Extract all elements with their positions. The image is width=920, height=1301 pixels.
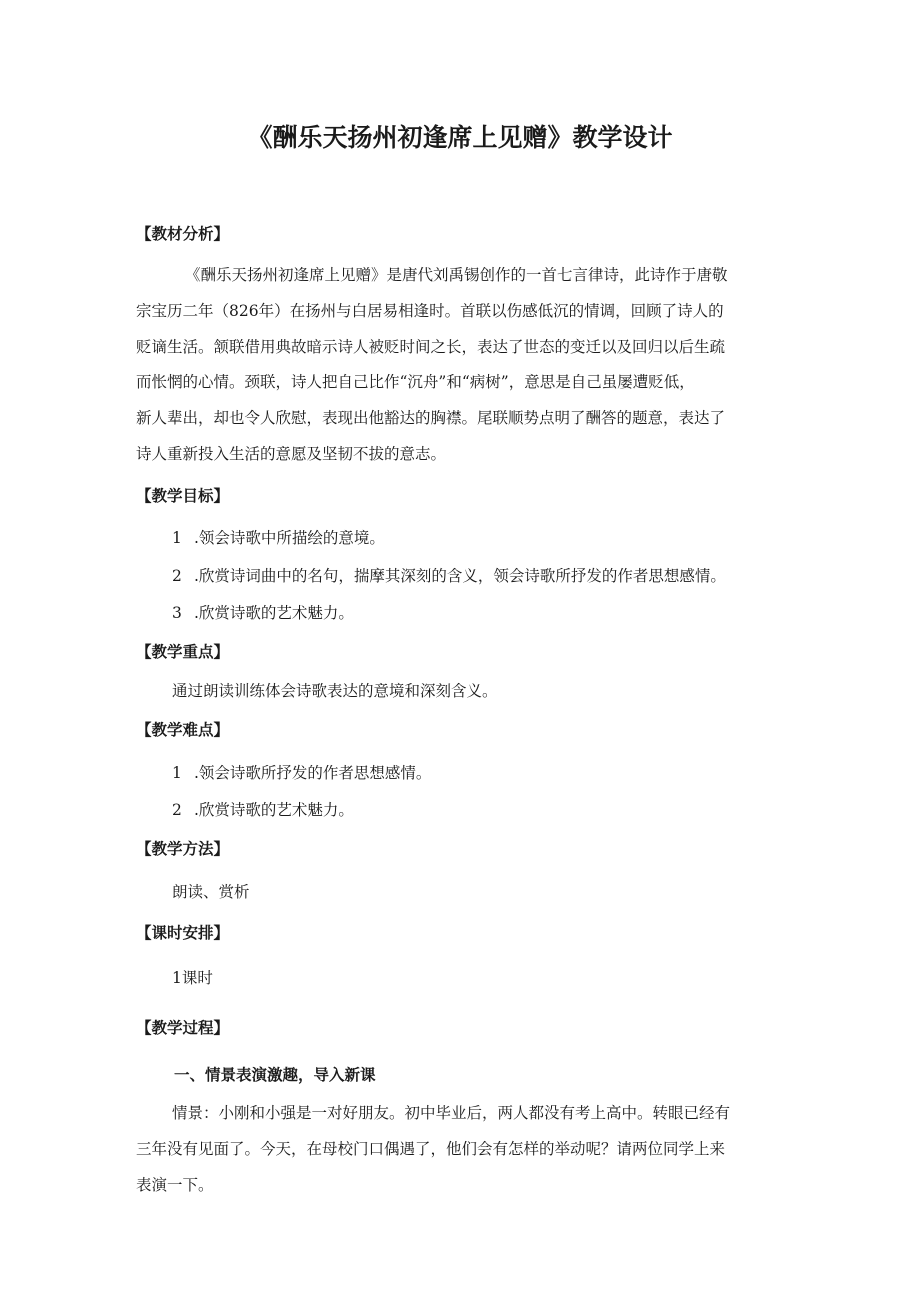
analysis-line: 而怅惘的心情。颈联，诗人把自己比作“沉舟”和“病树”，意思是自己虽屡遭贬低，: [136, 373, 695, 391]
difficulty-number: 1: [172, 764, 182, 782]
section-heading-analysis: 【教材分析】: [136, 225, 230, 243]
goal-item: [172, 601, 354, 623]
analysis-line: 宗宝历二年（826年）在扬州与白居易相逢时。首联以伤感低沉的情调，回顾了诗人的: [136, 302, 724, 320]
schedule-text: 1课时: [172, 969, 213, 987]
analysis-line: 《酬乐天扬州初逢席上见赠》是唐代刘禹锡创作的一首七言律诗，此诗作于唐敬: [185, 266, 728, 284]
difficulty-number: 2: [172, 801, 182, 819]
section-heading-schedule: 【课时安排】: [136, 924, 230, 942]
section-heading-difficulties: 【教学难点】: [136, 721, 230, 739]
goal-text: .领会诗歌中所描绘的意境。: [194, 529, 385, 547]
process-line: 三年没有见面了。今天，在母校门口偶遇了，他们会有怎样的举动呢？请两位同学上来: [136, 1140, 726, 1158]
difficulty-item: [172, 761, 431, 783]
goal-item: [172, 564, 726, 586]
goal-number: 3: [172, 604, 182, 622]
difficulty-item: [172, 798, 354, 820]
section-heading-goals: 【教学目标】: [136, 487, 230, 505]
section-heading-key-points: 【教学重点】: [136, 643, 230, 661]
section-heading-process: 【教学过程】: [136, 1019, 230, 1037]
difficulty-text: .领会诗歌所抒发的作者思想感情。: [194, 764, 432, 782]
goal-item: [172, 526, 385, 548]
goal-number: 2: [172, 567, 182, 585]
goal-text: .欣赏诗歌的艺术魅力。: [194, 604, 354, 622]
analysis-line: 诗人重新投入生活的意愿及坚韧不拔的意志。: [136, 445, 447, 463]
goal-text: .欣赏诗词曲中的名句，揣摩其深刻的含义，领会诗歌所抒发的作者思想感情。: [194, 567, 726, 585]
methods-text: 朗读、赏析: [172, 883, 250, 901]
analysis-line: 新人辈出，却也令人欣慰，表现出他豁达的胸襟。尾联顺势点明了酬答的题意，表达了: [136, 409, 726, 427]
key-points-text: 通过朗读训练体会诗歌表达的意境和深刻含义。: [172, 682, 498, 700]
process-line: 表演一下。: [136, 1176, 214, 1194]
document-title: 《酬乐天扬州初逢席上见赠》教学设计: [247, 123, 673, 152]
analysis-line: 贬谪生活。颔联借用典故暗示诗人被贬时间之长，表达了世态的变迁以及回归以后生疏: [136, 338, 726, 356]
goal-number: 1: [172, 529, 182, 547]
section-heading-methods: 【教学方法】: [136, 840, 230, 858]
process-step-heading: 一、情景表演激趣，导入新课: [174, 1066, 376, 1084]
process-line: 情景：小刚和小强是一对好朋友。初中毕业后，两人都没有考上高中。转眼已经有: [172, 1104, 731, 1122]
difficulty-text: .欣赏诗歌的艺术魅力。: [194, 801, 354, 819]
